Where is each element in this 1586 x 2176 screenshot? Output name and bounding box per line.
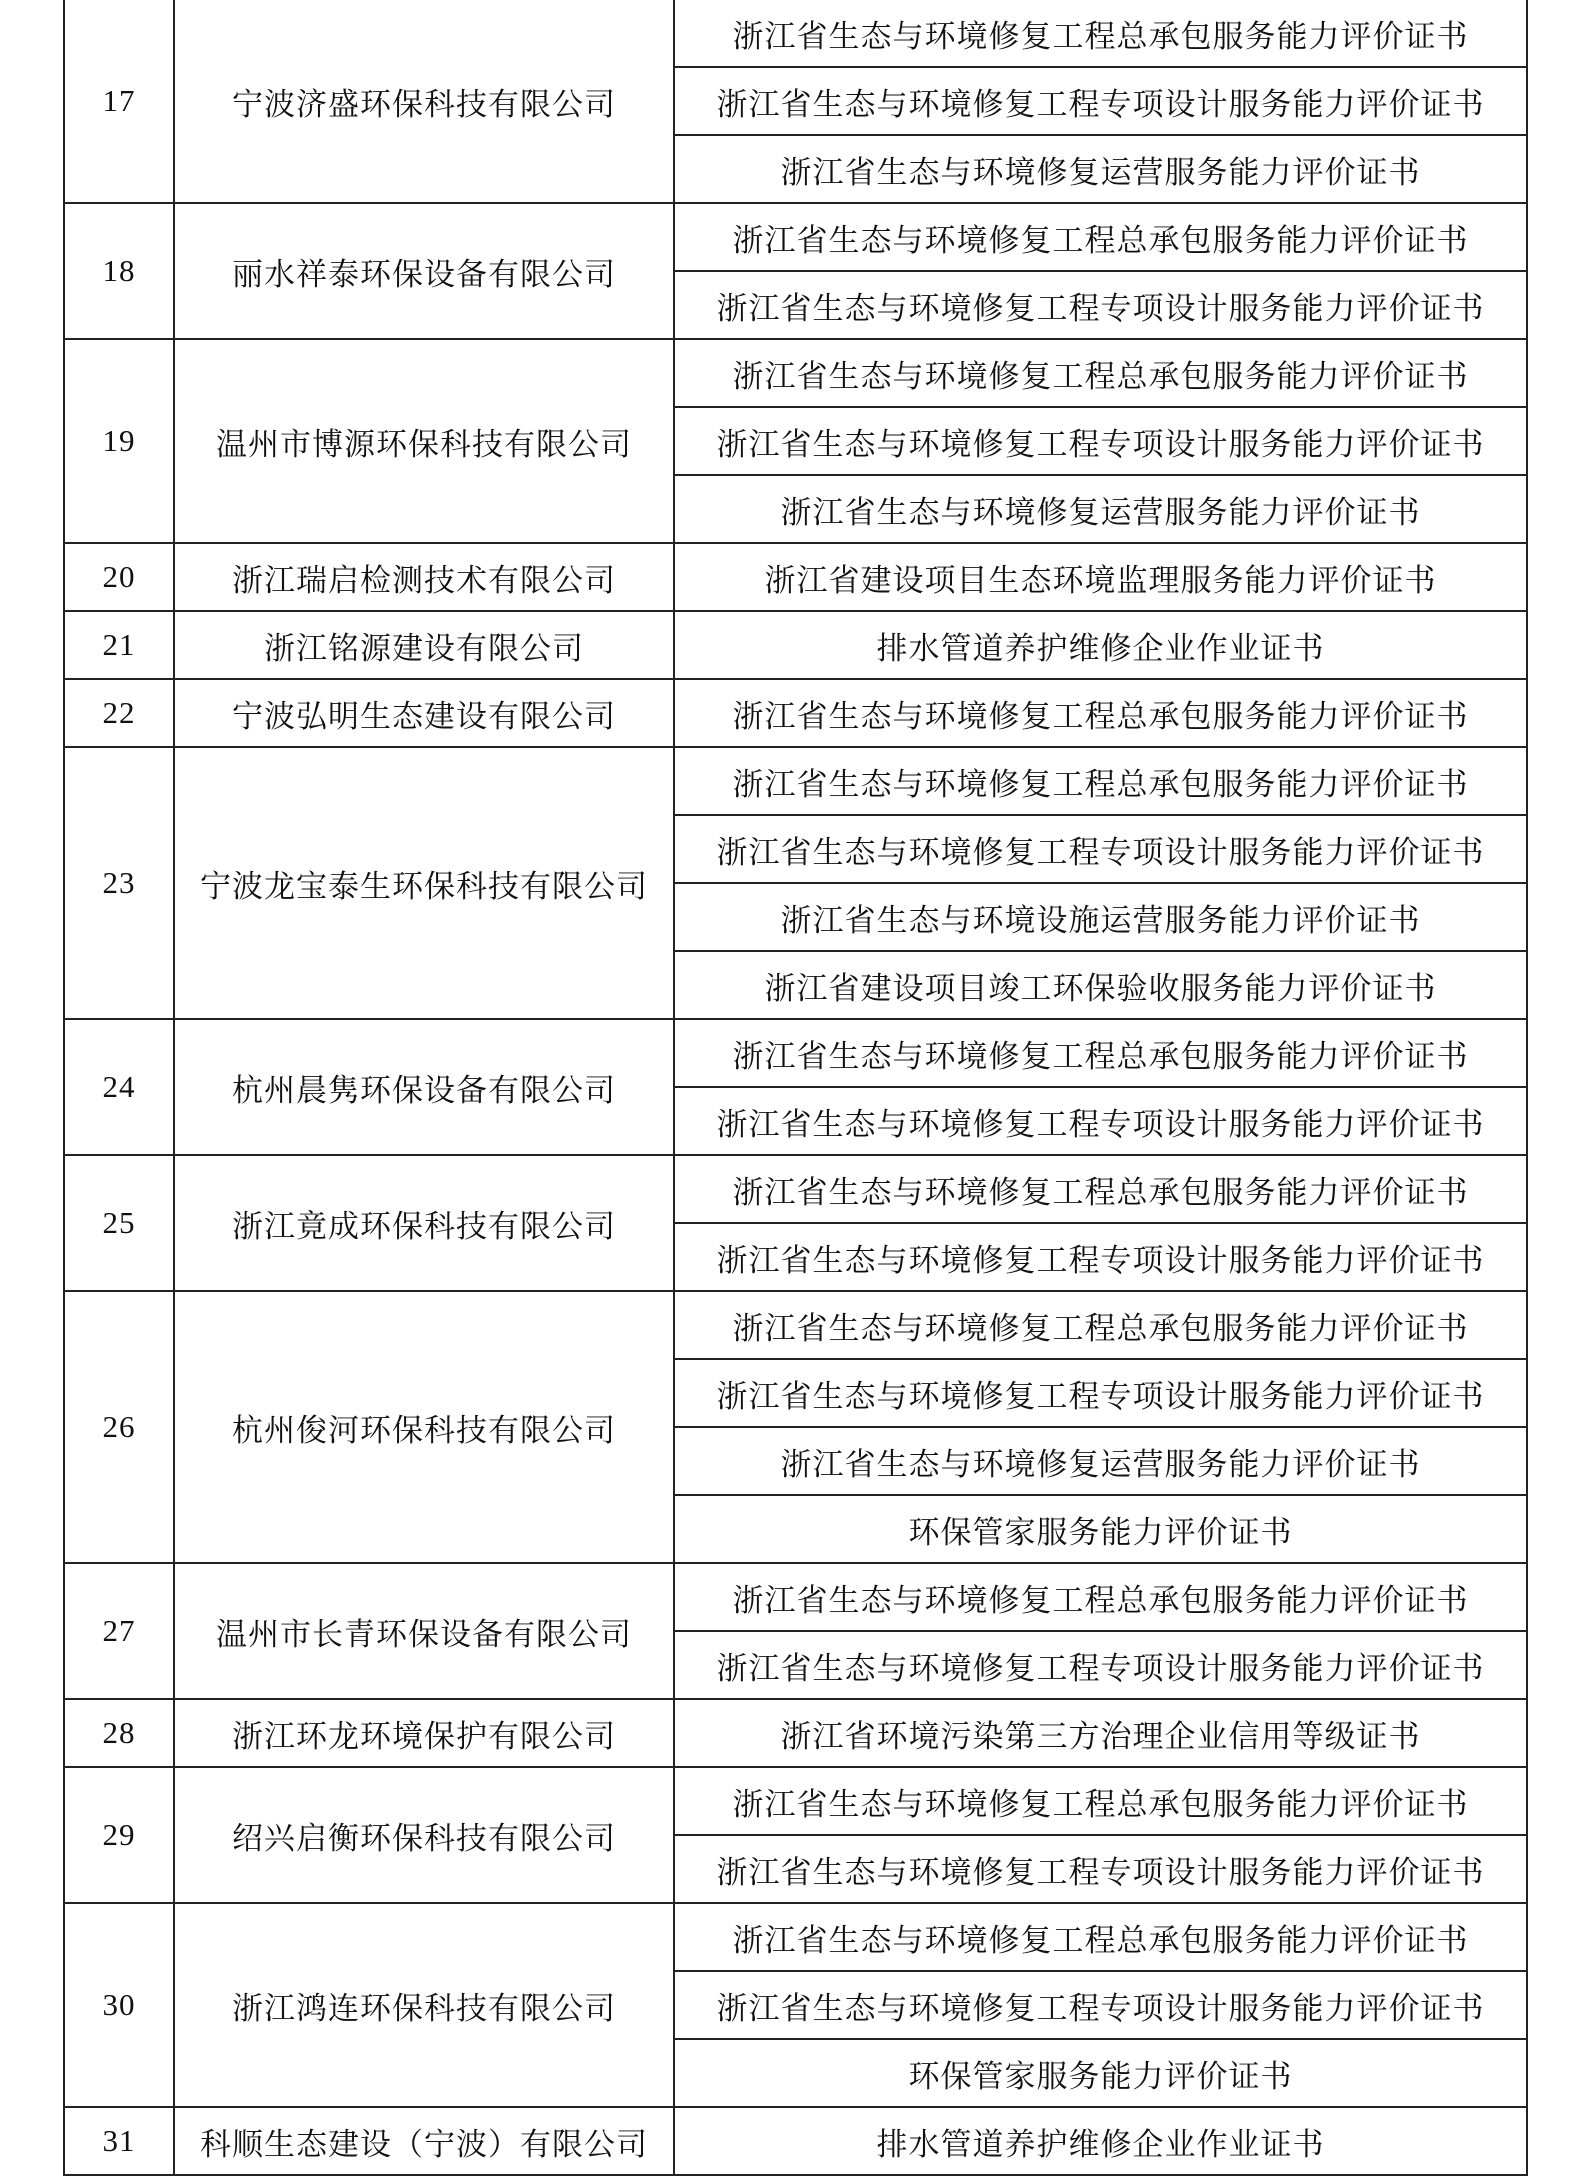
table-row [64,679,1527,747]
table-row [64,543,1527,611]
certificate-cell: 浙江省生态与环境修复工程专项设计服务能力评价证书 [674,1223,1527,1291]
row-number-cell: 29 [64,1767,174,1903]
certificate-cell: 浙江省生态与环境修复工程总承包服务能力评价证书 [674,1291,1527,1359]
row-number-cell: 17 [64,0,174,203]
company-name-cell: 杭州俊河环保科技有限公司 [174,1291,674,1563]
table-row [64,1767,1527,1835]
certificate-cell: 排水管道养护维修企业作业证书 [674,2107,1527,2175]
table-row [64,1291,1527,1359]
row-number-cell: 21 [64,611,174,679]
certificate-cell: 排水管道养护维修企业作业证书 [674,611,1527,679]
certificate-cell: 浙江省生态与环境修复运营服务能力评价证书 [674,1427,1527,1495]
certificate-cell: 环保管家服务能力评价证书 [674,1495,1527,1563]
certificate-cell: 浙江省生态与环境修复工程总承包服务能力评价证书 [674,747,1527,815]
company-name-cell: 宁波济盛环保科技有限公司 [174,0,674,203]
certificate-cell: 浙江省生态与环境修复工程总承包服务能力评价证书 [674,1767,1527,1835]
certificate-cell: 浙江省生态与环境修复工程总承包服务能力评价证书 [674,1155,1527,1223]
table-row [64,1699,1527,1767]
table-row [64,2107,1527,2175]
table-row [64,339,1527,407]
company-name-cell: 浙江环龙环境保护有限公司 [174,1699,674,1767]
row-number-cell: 23 [64,747,174,1019]
row-number-cell: 26 [64,1291,174,1563]
company-name-cell: 浙江竟成环保科技有限公司 [174,1155,674,1291]
certificate-cell: 浙江省生态与环境修复工程专项设计服务能力评价证书 [674,815,1527,883]
certificate-cell: 浙江省生态与环境修复工程总承包服务能力评价证书 [674,1019,1527,1087]
certificate-table [63,0,1528,2176]
company-name-cell: 浙江铭源建设有限公司 [174,611,674,679]
row-number-cell: 27 [64,1563,174,1699]
company-name-cell: 温州市博源环保科技有限公司 [174,339,674,543]
certificate-cell: 浙江省建设项目生态环境监理服务能力评价证书 [674,543,1527,611]
row-number-cell: 19 [64,339,174,543]
certificate-cell: 浙江省生态与环境修复工程专项设计服务能力评价证书 [674,67,1527,135]
company-name-cell: 浙江瑞启检测技术有限公司 [174,543,674,611]
table-row [64,0,1527,67]
certificate-cell: 浙江省生态与环境修复工程总承包服务能力评价证书 [674,1563,1527,1631]
table-body [64,0,1527,2175]
company-name-cell: 宁波弘明生态建设有限公司 [174,679,674,747]
company-name-cell: 杭州晨隽环保设备有限公司 [174,1019,674,1155]
certificate-cell: 环保管家服务能力评价证书 [674,2039,1527,2107]
row-number-cell: 22 [64,679,174,747]
company-name-cell: 温州市长青环保设备有限公司 [174,1563,674,1699]
row-number-cell: 24 [64,1019,174,1155]
row-number-cell: 18 [64,203,174,339]
certificate-cell: 浙江省生态与环境修复工程专项设计服务能力评价证书 [674,1631,1527,1699]
certificate-cell: 浙江省生态与环境修复工程专项设计服务能力评价证书 [674,1835,1527,1903]
table-row [64,1563,1527,1631]
table-row [64,203,1527,271]
company-name-cell: 绍兴启衡环保科技有限公司 [174,1767,674,1903]
certificate-cell: 浙江省生态与环境修复工程专项设计服务能力评价证书 [674,407,1527,475]
certificate-cell: 浙江省生态与环境修复工程总承包服务能力评价证书 [674,339,1527,407]
table-row [64,747,1527,815]
certificate-cell: 浙江省生态与环境修复工程专项设计服务能力评价证书 [674,271,1527,339]
certificate-cell: 浙江省生态与环境修复工程专项设计服务能力评价证书 [674,1087,1527,1155]
table-row [64,1903,1527,1971]
certificate-cell: 浙江省生态与环境修复工程总承包服务能力评价证书 [674,203,1527,271]
certificate-cell: 浙江省生态与环境修复工程总承包服务能力评价证书 [674,679,1527,747]
table-row [64,1155,1527,1223]
company-name-cell: 宁波龙宝泰生环保科技有限公司 [174,747,674,1019]
row-number-cell: 25 [64,1155,174,1291]
certificate-cell: 浙江省生态与环境设施运营服务能力评价证书 [674,883,1527,951]
certificate-cell: 浙江省生态与环境修复工程专项设计服务能力评价证书 [674,1359,1527,1427]
certificate-cell: 浙江省生态与环境修复运营服务能力评价证书 [674,135,1527,203]
company-name-cell: 浙江鸿连环保科技有限公司 [174,1903,674,2107]
row-number-cell: 20 [64,543,174,611]
table-row [64,611,1527,679]
certificate-cell: 浙江省生态与环境修复工程总承包服务能力评价证书 [674,1903,1527,1971]
company-name-cell: 丽水祥泰环保设备有限公司 [174,203,674,339]
company-name-cell: 科顺生态建设（宁波）有限公司 [174,2107,674,2175]
certificate-cell: 浙江省建设项目竣工环保验收服务能力评价证书 [674,951,1527,1019]
table-row [64,1019,1527,1087]
row-number-cell: 30 [64,1903,174,2107]
certificate-cell: 浙江省生态与环境修复工程总承包服务能力评价证书 [674,0,1527,67]
row-number-cell: 31 [64,2107,174,2175]
certificate-cell: 浙江省生态与环境修复运营服务能力评价证书 [674,475,1527,543]
certificate-cell: 浙江省环境污染第三方治理企业信用等级证书 [674,1699,1527,1767]
certificate-cell: 浙江省生态与环境修复工程专项设计服务能力评价证书 [674,1971,1527,2039]
row-number-cell: 28 [64,1699,174,1767]
